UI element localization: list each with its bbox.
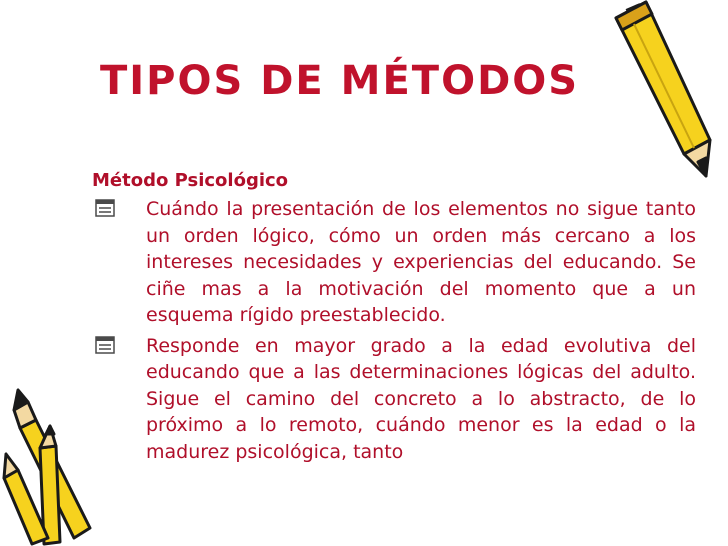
bullet-item xyxy=(92,196,696,329)
bullet-item xyxy=(92,333,696,466)
notepad-bullet-icon xyxy=(94,335,116,355)
pencils-clipart-bottom-left xyxy=(0,388,96,546)
bullet-list xyxy=(92,196,696,465)
slide-subtitle: Método Psicológico xyxy=(92,170,289,191)
slide-title: TIPOS DE MÉTODOS xyxy=(100,58,580,104)
pencil-clipart-top-right xyxy=(606,0,726,178)
bullet-text: Cuándo la presentación de los elementos no sigue tanto un orden lógico, cómo un orden más cercano a los intereses necesidades y experiencias del educando. Se ciñe mas a la motivación del momento que a un esquema rígido preestablecido. xyxy=(146,198,696,326)
bullet-text: Responde en mayor grado a la edad evolutiva del educando que a las determinaciones lógicas del adulto. Sigue el camino del concreto a lo abstracto, de lo próximo a lo remoto, cuándo menor es la edad o la madurez psicológica, tanto xyxy=(146,334,696,463)
notepad-bullet-icon xyxy=(94,198,116,218)
